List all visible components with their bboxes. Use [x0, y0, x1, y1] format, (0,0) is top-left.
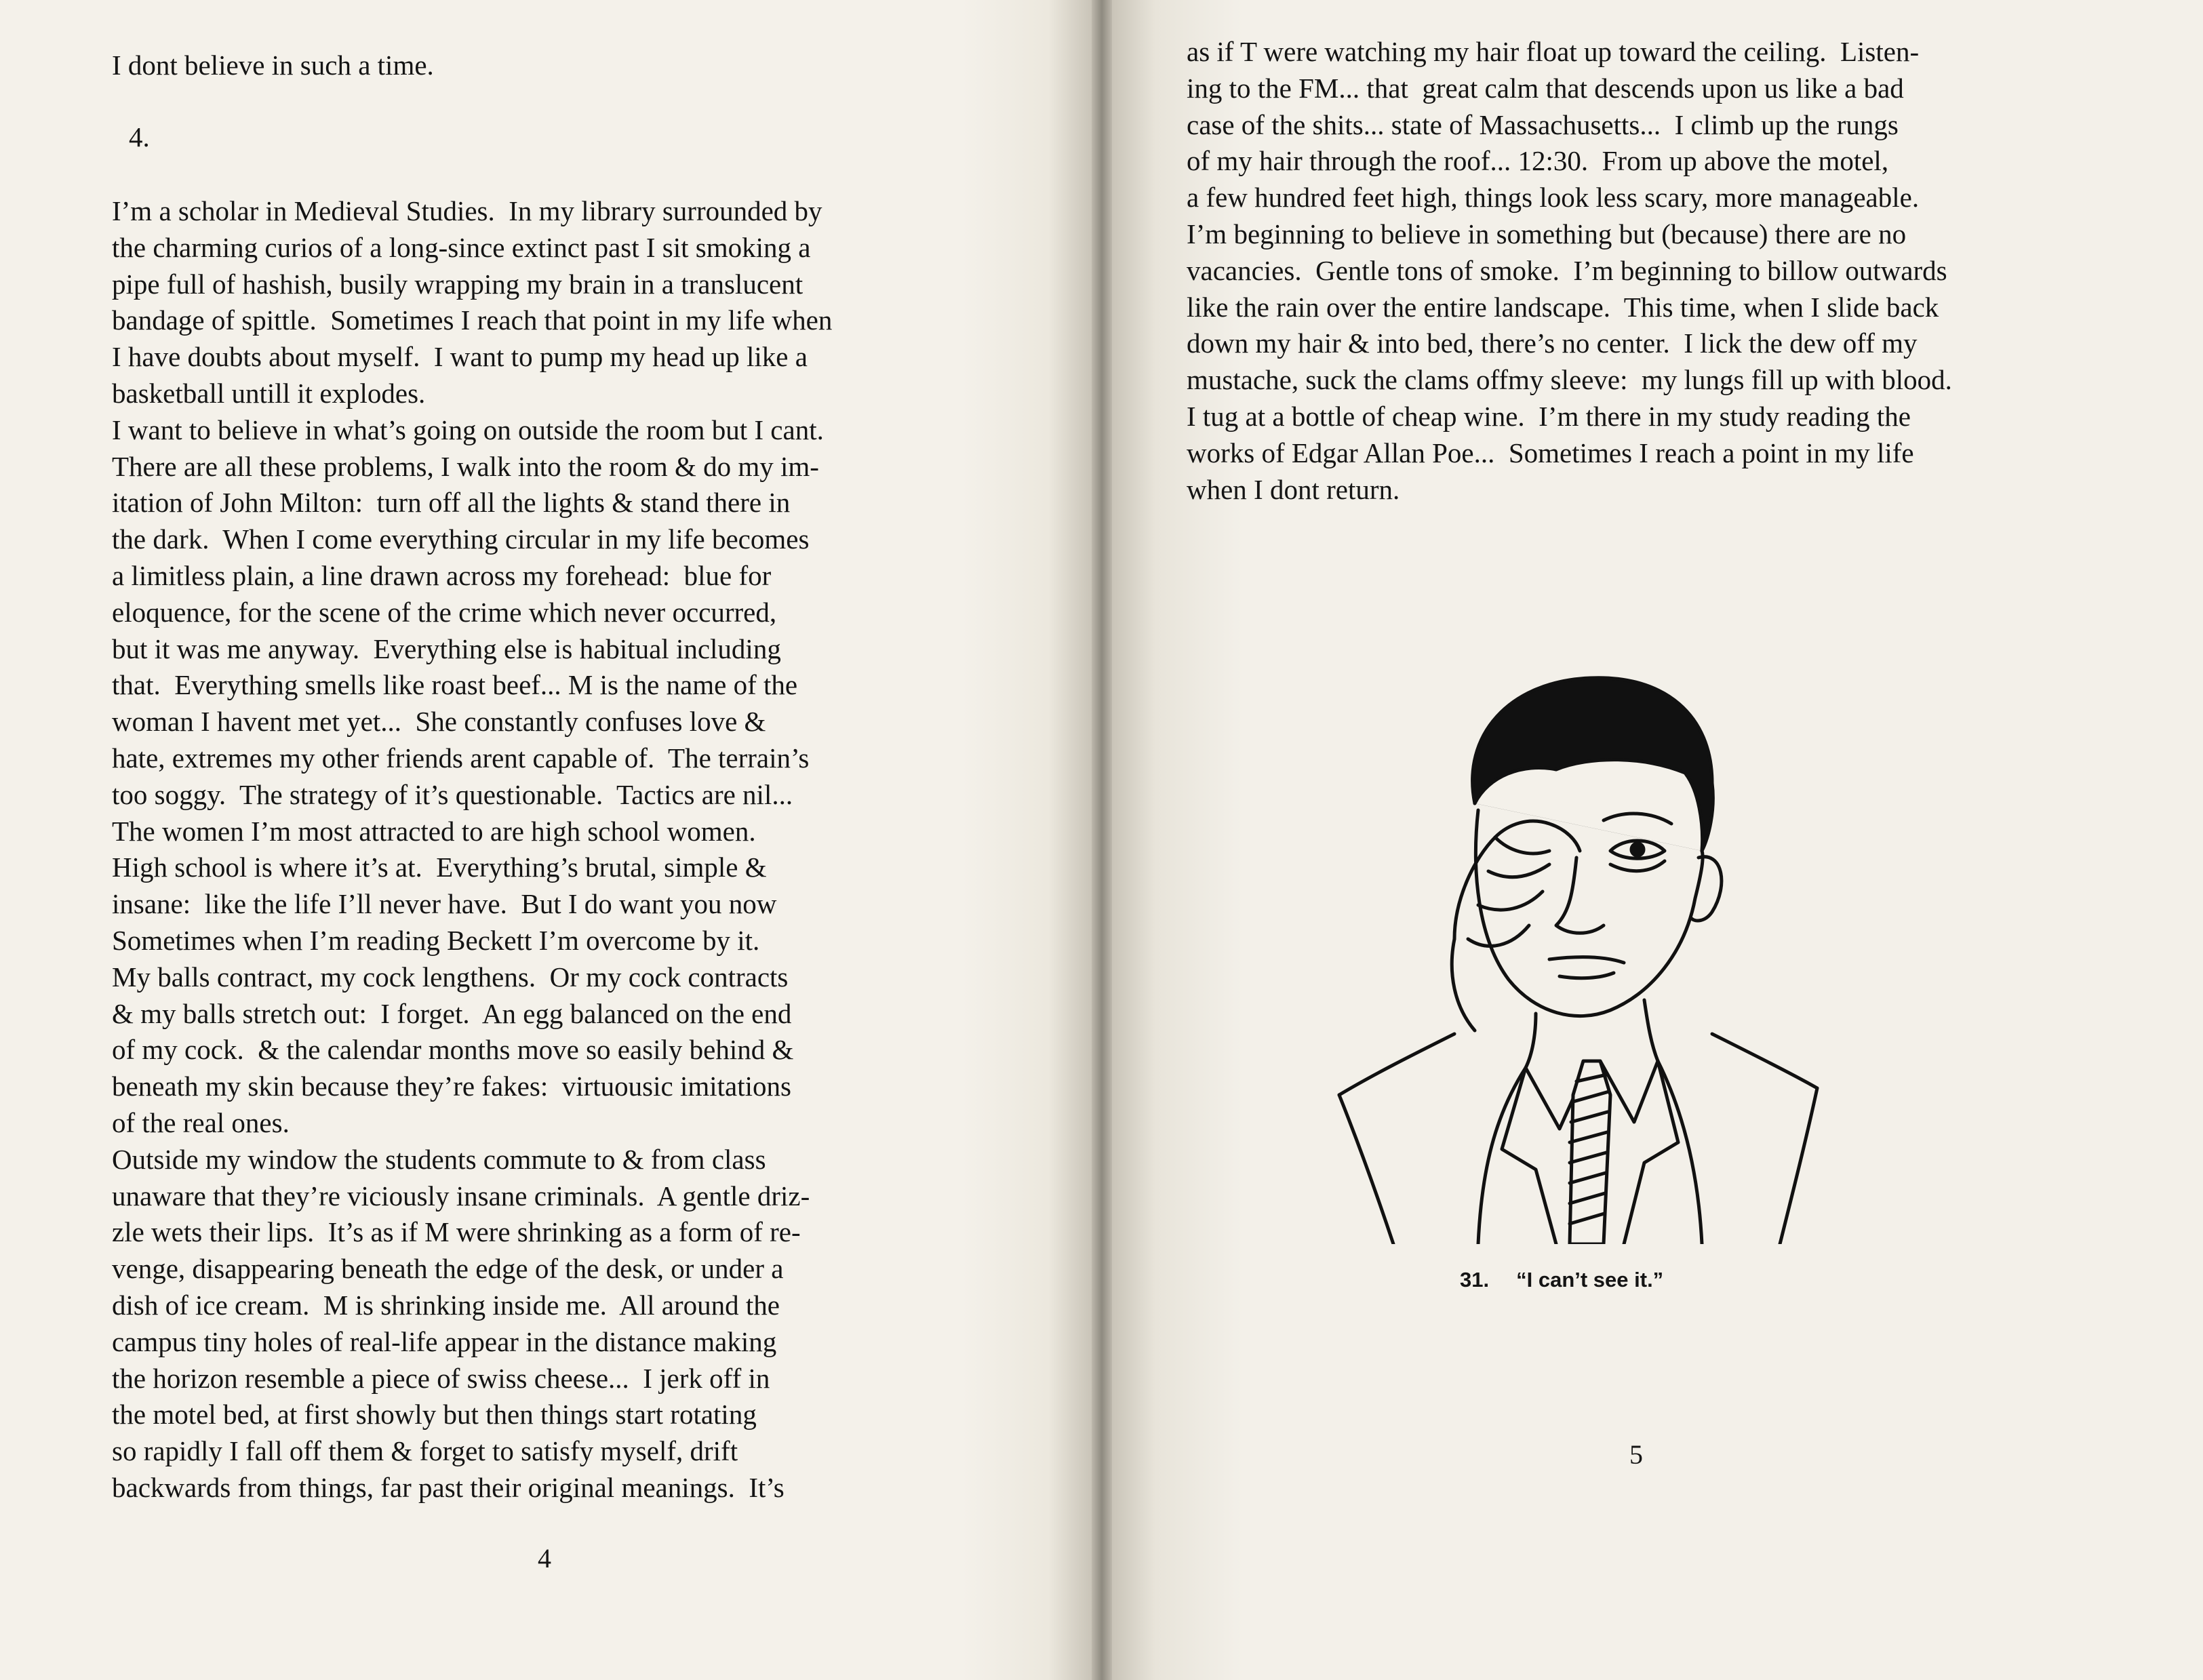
right-body-line: I’m beginning to believe in something but (because) there are no — [1187, 218, 1907, 249]
left-body-line: The women I’m most attracted to are high school women. — [112, 815, 756, 847]
left-body-line: insane: like the life I’ll never have. But I do want you now — [112, 888, 777, 920]
right-body-line: of my hair through the roof... 12:30. From up above the motel, — [1187, 145, 1889, 177]
book-gutter — [1092, 0, 1112, 1680]
left-page — [0, 0, 1092, 1680]
left-body-line: the dark. When I come everything circular in my life becomes — [112, 523, 810, 555]
right-body-line: as if T were watching my hair float up toward the ceiling. Listen- — [1187, 36, 1920, 67]
right-body-line: down my hair & into bed, there’s no center. I lick the dew off my — [1187, 327, 1918, 359]
left-body-line: itation of John Milton: turn off all the lights & stand there in — [112, 487, 791, 519]
left-body-line: I want to believe in what’s going on outside the room but I cant. — [112, 414, 824, 445]
left-body-line: bandage of spittle. Sometimes I reach that point in my life when — [112, 304, 833, 336]
left-body-line: backwards from things, far past their original meanings. It’s — [112, 1471, 785, 1503]
left-body-line: unaware that they’re viciously insane criminals. A gentle driz- — [112, 1180, 810, 1212]
left-body-line: the horizon resemble a piece of swiss cheese... I jerk off in — [112, 1362, 770, 1394]
right-body-line: case of the shits... state of Massachusetts... I climb up the rungs — [1187, 108, 1899, 140]
left-body-line: There are all these problems, I walk into the room & do my im- — [112, 450, 819, 482]
left-body-line: so rapidly I fall off them & forget to satisfy myself, drift — [112, 1435, 738, 1467]
right-page-number: 5 — [1629, 1439, 1643, 1470]
left-body-line: My balls contract, my cock lengthens. Or my cock contracts — [112, 961, 789, 993]
left-body-line: & my balls stretch out: I forget. An egg balanced on the end — [112, 997, 792, 1029]
left-body-line: Sometimes when I’m reading Beckett I’m overcome by it. — [112, 924, 760, 956]
left-body-line: eloquence, for the scene of the crime which never occurred, — [112, 596, 777, 628]
right-body-line: ing to the FM... that great calm that descends upon us like a bad — [1187, 72, 1904, 104]
left-body-line: dish of ice cream. M is shrinking inside me. All around the — [112, 1289, 780, 1321]
left-top-line: I dont believe in such a time. — [112, 49, 434, 81]
left-body-line: venge, disappearing beneath the edge of the desk, or under a — [112, 1253, 784, 1285]
left-body-line: of the real ones. — [112, 1106, 290, 1138]
section-number: 4. — [129, 121, 150, 153]
left-body-line: hate, extremes my other friends arent capable of. The terrain’s — [112, 742, 810, 774]
left-body-line: of my cock. & the calendar months move so easily behind & — [112, 1034, 794, 1066]
right-body-line: I tug at a bottle of cheap wine. I’m there in my study reading the — [1187, 400, 1911, 432]
left-body-line: pipe full of hashish, busily wrapping my brain in a translucent — [112, 268, 803, 300]
right-body-line: vacancies. Gentle tons of smoke. I’m beginning to billow outwards — [1187, 254, 1947, 286]
left-body-line: too soggy. The strategy of it’s questionable. Tactics are nil... — [112, 778, 793, 810]
left-body-line: zle wets their lips. It’s as if M were shrinking as a form of re- — [112, 1216, 801, 1248]
right-body-line: when I dont return. — [1187, 473, 1400, 505]
man-rubbing-eye-illustration — [1332, 654, 1821, 1244]
caption-text: “I can’t see it.” — [1516, 1268, 1664, 1292]
left-body-line: campus tiny holes of real-life appear in the distance making — [112, 1325, 777, 1357]
left-body-line: but it was me anyway. Everything else is habitual including — [112, 633, 781, 664]
right-body-line: mustache, suck the clams offmy sleeve: my lungs fill up with blood. — [1187, 364, 1952, 396]
right-body-line: like the rain over the entire landscape. This time, when I slide back — [1187, 291, 1939, 323]
left-body-line: that. Everything smells like roast beef... M is the name of the — [112, 669, 798, 701]
figure-caption — [1460, 1268, 1663, 1292]
caption-number: 31. — [1460, 1268, 1490, 1292]
left-body-line: Outside my window the students commute to & from class — [112, 1143, 766, 1175]
left-body-line: the charming curios of a long-since extinct past I sit smoking a — [112, 231, 811, 263]
right-body-text — [1187, 34, 1952, 508]
left-page-number: 4 — [538, 1543, 551, 1574]
left-body-line: High school is where it’s at. Everything’s brutal, simple & — [112, 852, 767, 883]
left-body-line: basketball untill it explodes. — [112, 377, 426, 409]
left-body-line: woman I havent met yet... She constantly confuses love & — [112, 706, 766, 738]
left-body-line: I have doubts about myself. I want to pump my head up like a — [112, 341, 808, 373]
left-body-line: the motel bed, at first showly but then things start rotating — [112, 1399, 757, 1431]
left-body-text — [112, 193, 832, 1506]
left-body-line: a limitless plain, a line drawn across my forehead: blue for — [112, 559, 772, 591]
left-body-line: I’m a scholar in Medieval Studies. In my library surrounded by — [112, 195, 822, 226]
right-body-line: works of Edgar Allan Poe... Sometimes I reach a point in my life — [1187, 437, 1914, 468]
right-body-line: a few hundred feet high, things look less scary, more manageable. — [1187, 182, 1920, 214]
left-body-line: beneath my skin because they’re fakes: virtuousic imitations — [112, 1071, 791, 1102]
